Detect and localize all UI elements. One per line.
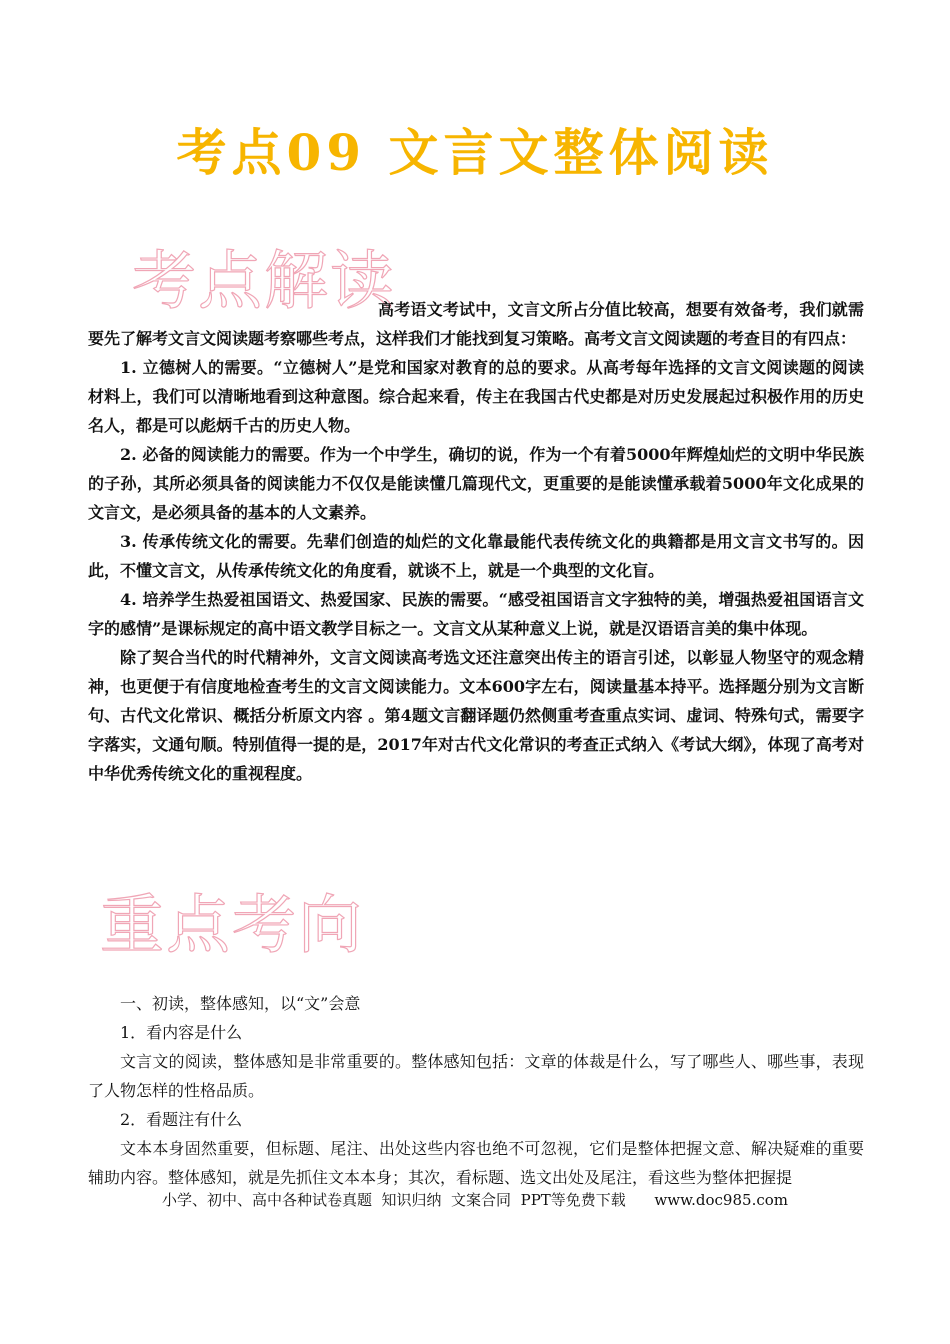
point-2-paragraph: 2. 必备的阅读能力的需要。作为一个中学生，确切的说，作为一个有着5000年辉煌灿烂的文明中华民族的子孙，其所必须具备的阅读能力不仅仅是能读懂几篇现代文，更重要的是能读懂承载着5000年文化成果的文言文，是必须具备的基本的人文素养。 — [88, 445, 864, 522]
point-1-paragraph: 1. 立德树人的需要。“立德树人”是党和国家对教育的总的要求。从高考每年选择的文言文阅读题的阅读材料上，我们可以清晰地看到这种意图。综合起来看，传主在我国古代史都是对历史发展起过积极作用的历史名人，都是可以彪炳千古的历史人物。 — [88, 358, 864, 435]
section-block — [88, 989, 864, 1192]
page-title: 考点09 文言文整体阅读 — [176, 123, 774, 182]
point-4-paragraph: 4. 培养学生热爱祖国语文、热爱国家、民族的需要。“感受祖国语言文字独特的美，增强热爱祖国语言文字的感情”是课标规定的高中语文教学目标之一。文言文从某种意义上说，就是汉语语言美的集中体现。 — [88, 590, 864, 638]
section-heading-kaodian: 考点解读 — [132, 245, 396, 319]
section-heading-zhongdian: 重点考向 — [100, 889, 364, 963]
section-heading: 一、初读，整体感知，以“文”会意 — [120, 994, 361, 1013]
page-footer: 小学、初中、高中各种试卷真题 知识归纳 文案合同 PPT等免费下载 www.doc985.com — [161, 1191, 788, 1209]
subheading-2: 2．看题注有什么 — [120, 1110, 243, 1129]
point-3-paragraph: 3. 传承传统文化的需要。先辈们创造的灿烂的文化靠最能代表传统文化的典籍都是用文言文书写的。因此，不懂文言文，从传承传统文化的角度看，就谈不上，就是一个典型的文化盲。 — [88, 532, 864, 580]
subheading-2-text: 文本本身固然重要，但标题、尾注、出处这些内容也绝不可忽视，它们是整体把握文意、解决疑难的重要辅助内容。整体感知，就是先抓住文本本身；其次，看标题、选文出处及尾注，看这些为整体把握提 — [88, 1139, 864, 1187]
intro-block — [88, 295, 864, 788]
subheading-1: 1．看内容是什么 — [120, 1023, 243, 1042]
intro-paragraph: 高考语文考试中，文言文所占分值比较高，想要有效备考，我们就需要先了解考文言文阅读题考察哪些考点，这样我们才能找到复习策略。高考文言文阅读题的考查目的有四点： — [88, 300, 864, 348]
summary-paragraph: 除了契合当代的时代精神外，文言文阅读高考选文还注意突出传主的语言引述，以彰显人物坚守的观念精神，也更便于有信度地检查考生的文言文阅读能力。文本600字左右，阅读量基本持平。选择题分别为文言断句、古代文化常识、概括分析原文内容 。第4题文言翻译题仍然侧重考查重点实词、虚词、特殊句式，需要字字落实，文通句顺。特别值得一提的是，2017年对古代文化常识的考查正式纳入《考试大纲》，体现了高考对中华优秀传统文化的重视程度。 — [88, 648, 864, 783]
subheading-1-text: 文言文的阅读，整体感知是非常重要的。整体感知包括：文章的体裁是什么，写了哪些人、哪些事，表现了人物怎样的性格品质。 — [88, 1052, 864, 1100]
